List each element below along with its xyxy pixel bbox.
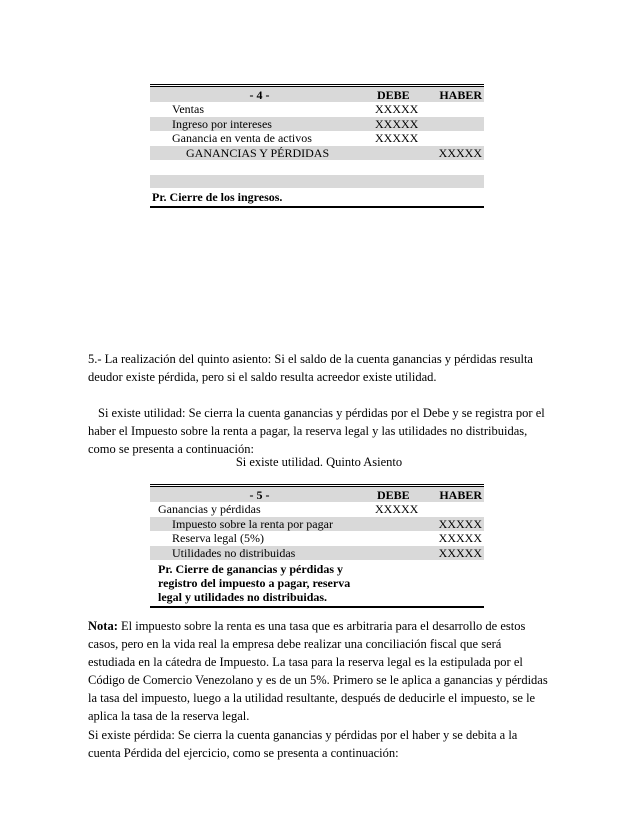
haber-value (427, 102, 484, 117)
account-name: Ganancia en venta de activos (172, 131, 312, 145)
table-row (150, 546, 484, 561)
table-header-row (150, 86, 484, 103)
account-name: Impuesto sobre la renta por pagar (150, 517, 369, 532)
table-row (150, 517, 484, 532)
debe-value: XXXXX (375, 502, 419, 516)
account-name: Utilidades no distribuidas (150, 546, 369, 561)
haber-header: HABER (427, 86, 484, 103)
haber-value: XXXXX (427, 146, 484, 161)
table-row (150, 117, 484, 132)
nota-text: El impuesto sobre la renta es una tasa que es arbitraria para el desarrollo de estos casos, pero en la vida real la empresa debe realizar una conciliación fiscal que será estudiada en la cátedra de Impuesto. La tasa para la reserva legal es la estipulada por el Código de Comercio Venezolano y es de un 5%. Primero se le aplica a ganancias y pérdidas la tasa del impuesto, luego a la utilidad resultante, después de deducirle el impuesto, se le aplica la tasa de la reserva legal. (88, 619, 548, 723)
account-name: GANANCIAS Y PÉRDIDAS (150, 146, 369, 161)
journal-entry-table-5 (150, 484, 484, 608)
account-name: Ganancias y pérdidas (158, 502, 261, 516)
paragraph-si-existe-perdida: Si existe pérdida: Se cierra la cuenta ganancias y pérdidas por el haber y se debita a la cuenta Pérdida del ejercicio, como se presenta a continuación: (88, 728, 518, 760)
spacer-row (150, 160, 484, 174)
table-row (150, 146, 484, 161)
debe-value: XXXXX (375, 131, 419, 145)
debe-value: XXXXX (369, 117, 427, 132)
entry-description: Pr. Cierre de los ingresos. (150, 188, 369, 207)
paragraph-si-existe-utilidad: Si existe utilidad: Se cierra la cuenta ganancias y pérdidas por el Debe y se registra por el haber el Impuesto sobre la renta a pagar, la reserva legal y las utilidades no distribuidas, como se presenta a continuación: (88, 406, 545, 456)
entry-number: - 5 - (150, 486, 369, 503)
haber-value: XXXXX (427, 546, 484, 561)
account-name: Reserva legal (5%) (172, 531, 264, 545)
haber-value (427, 117, 484, 132)
table-footer-row (150, 560, 484, 607)
table-row (150, 131, 484, 146)
entry-number: - 4 - (150, 86, 369, 103)
spacer-row (150, 174, 484, 188)
table-row (150, 531, 484, 546)
debe-value: XXXXX (375, 102, 419, 116)
debe-header: DEBE (369, 86, 427, 103)
table-row (150, 102, 484, 117)
table-header-row (150, 486, 484, 503)
nota-paragraph (88, 617, 550, 725)
nota-label: Nota: (88, 619, 118, 633)
debe-value (369, 146, 427, 161)
haber-value: XXXXX (427, 517, 484, 532)
table-row (150, 502, 484, 517)
entry-description: Pr. Cierre de ganancias y pérdidas y registro del impuesto a pagar, reserva legal y utilidades no distribuidas. (150, 560, 369, 607)
haber-value (427, 502, 484, 517)
paragraph-quinto-asiento: 5.- La realización del quinto asiento: Si el saldo de la cuenta ganancias y pérdidas resulta deudor existe pérdida, pero si el saldo resulta acreedor existe utilidad. (88, 352, 533, 384)
debe-value (369, 531, 427, 546)
debe-value (369, 546, 427, 561)
subtitle-quinto-asiento: Si existe utilidad. Quinto Asiento (235, 455, 403, 469)
journal-entry-table-4 (150, 84, 484, 208)
haber-value (427, 131, 484, 146)
haber-value: XXXXX (438, 531, 482, 545)
account-name: Ingreso por intereses (150, 117, 369, 132)
account-name: Ventas (172, 102, 204, 116)
debe-header: DEBE (369, 486, 427, 503)
haber-header: HABER (427, 486, 484, 503)
table-footer-row (150, 188, 484, 207)
debe-value (369, 517, 427, 532)
